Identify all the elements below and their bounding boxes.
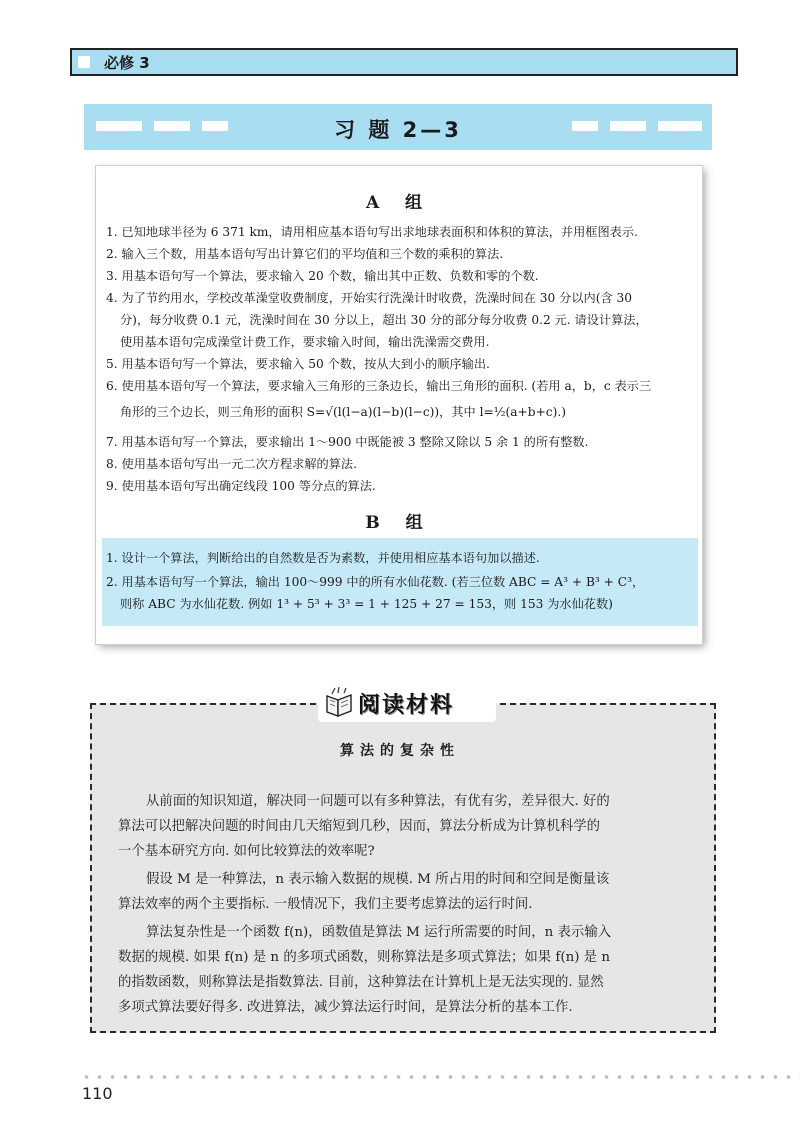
- exercise-item: 2. 输入三个数，用基本语句写出计算它们的平均值和三个数的乘积的算法.: [106, 247, 504, 261]
- exercise-item: 7. 用基本语句写一个算法，要求输出 1～900 中既能被 3 整除又除以 5 余 1 的所有整数.: [106, 435, 589, 449]
- group-a-heading: A 组: [365, 193, 433, 213]
- section-label: 必修 3: [104, 54, 150, 72]
- exercise-item-continuation: 分)，每分收费 0.1 元，洗澡时间在 30 分以上，超出 30 分的部分每分收费 0.2 元. 请设计算法，: [120, 313, 648, 327]
- exercise-item: 2. 用基本语句写一个算法，输出 100～999 中的所有水仙花数. (若三位数 ABC = A³ + B³ + C³，: [106, 575, 645, 589]
- exercise-item-continuation: 角形的三个边长，则三角形的面积 S=√(l(l−a)(l−b)(l−c))，其中 l=½(a+b+c).): [120, 405, 566, 419]
- reading-material-badge: [318, 684, 496, 722]
- exercise-item: 8. 使用基本语句写出一元二次方程求解的算法.: [106, 457, 357, 471]
- reading-paragraph-line: 算法可以把解决问题的时间由几天缩短到几秒，因而，算法分析成为计算机科学的: [118, 819, 601, 834]
- exercise-item: 6. 使用基本语句写一个算法，要求输入三角形的三条边长，输出三角形的面积. (若用 a，b，c 表示三: [106, 379, 652, 393]
- header-square-icon: [78, 56, 90, 68]
- reading-paragraph-line: 的指数函数，则称算法是指数算法. 目前，这种算法在计算机上是无法实现的. 显然: [118, 975, 604, 990]
- exercise-item: 1. 设计一个算法，判断给出的自然数是否为素数，并使用相应基本语句加以描述.: [106, 551, 540, 565]
- reading-paragraph-line: 数据的规模. 如果 f(n) 是 n 的多项式函数，则称算法是多项式算法；如果 f(n) 是 n: [118, 950, 610, 965]
- exercise-item-continuation: 使用基本语句完成澡堂计费工作，要求输入时间，输出洗澡需交费用.: [120, 335, 490, 349]
- exercise-item: 9. 使用基本语句写出确定线段 100 等分点的算法.: [106, 479, 376, 493]
- group-b-heading: B 组: [365, 513, 433, 533]
- exercise-item: 3. 用基本语句写一个算法，要求输入 20 个数，输出其中正数、负数和零的个数.: [106, 269, 539, 283]
- exercise-title: 习 题 2—3: [334, 118, 462, 142]
- exercise-item: 4. 为了节约用水，学校改革澡堂收费制度，开始实行洗澡计时收费，洗澡时间在 30 分以内(含 30: [106, 291, 633, 305]
- reading-paragraph-line: 多项式算法要好得多. 改进算法，减少算法运行时间，是算法分析的基本工作.: [118, 1000, 573, 1015]
- reading-paragraph-line: 算法复杂性是一个函数 f(n)，函数值是算法 M 运行所需要的时间，n 表示输入: [146, 925, 612, 940]
- reading-paragraph-line: 假设 M 是一种算法，n 表示输入数据的规模. M 所占用的时间和空间是衡量该: [146, 872, 610, 887]
- reading-paragraph-line: 算法效率的两个主要指标. 一般情况下，我们主要考虑算法的运行时间.: [118, 897, 533, 912]
- page-number: 110: [82, 1084, 113, 1103]
- exercise-item: 5. 用基本语句写一个算法，要求输入 50 个数，按从大到小的顺序输出.: [106, 357, 490, 371]
- footer-dotted-rule: [80, 1074, 800, 1080]
- exercise-title-band: [84, 104, 712, 150]
- exercise-item-continuation: 则称 ABC 为水仙花数. 例如 1³ + 5³ + 3³ = 1 + 125 + 27 = 153，则 153 为水仙花数): [120, 597, 613, 611]
- reading-title: 算法的复杂性: [340, 743, 460, 759]
- exercise-item: 1. 已知地球半径为 6 371 km，请用相应基本语句写出求地球表面积和体积的算法，并用框图表示.: [106, 225, 638, 239]
- section-header-band: [70, 48, 738, 76]
- book-icon: [324, 686, 354, 718]
- reading-material-label: 阅读材料: [358, 693, 455, 718]
- exercise-box: [96, 166, 702, 644]
- reading-paragraph-line: 从前面的知识知道，解决同一问题可以有多种算法，有优有劣，差异很大. 好的: [146, 794, 610, 809]
- reading-paragraph-line: 一个基本研究方向. 如何比较算法的效率呢?: [118, 844, 375, 859]
